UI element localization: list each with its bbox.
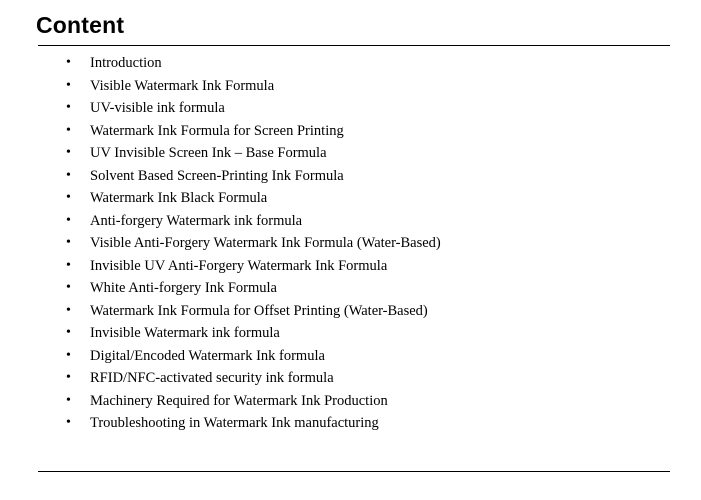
list-item — [0, 367, 701, 390]
list-item-label: Watermark Ink Formula for Offset Printing (Water-Based) — [90, 302, 428, 319]
bullet-icon: • — [66, 280, 71, 295]
bullet-icon: • — [66, 100, 71, 115]
bullet-icon: • — [66, 325, 71, 340]
list-item-label: Troubleshooting in Watermark Ink manufacturing — [90, 415, 379, 431]
list-item — [0, 232, 701, 255]
list-item-label: Digital/Encoded Watermark Ink formula — [90, 347, 325, 364]
list-item — [0, 345, 701, 368]
list-item-label: Anti-forgery Watermark ink formula — [90, 212, 303, 229]
title-divider — [38, 45, 670, 46]
list-item-label: Visible Anti-Forgery Watermark Ink Formula (Water-Based) — [90, 235, 441, 251]
list-item — [0, 52, 701, 75]
bullet-icon: • — [66, 212, 71, 228]
list-item-label: RFID/NFC-activated security ink formula — [90, 370, 334, 386]
list-item-label: Invisible UV Anti-Forgery Watermark Ink Formula — [90, 257, 388, 274]
list-item — [0, 187, 701, 210]
list-item-label: Visible Watermark Ink Formula — [90, 77, 275, 94]
bullet-icon: • — [66, 370, 71, 385]
list-item-label: Solvent Based Screen-Printing Ink Formula — [90, 167, 344, 184]
bullet-icon: • — [66, 415, 71, 430]
bullet-icon: • — [66, 77, 71, 93]
list-item-label: Watermark Ink Black Formula — [90, 190, 268, 206]
bullet-icon: • — [66, 235, 71, 250]
list-item-label: UV-visible ink formula — [90, 100, 225, 116]
list-item — [0, 412, 701, 435]
bullet-icon: • — [66, 145, 71, 160]
list-item — [0, 120, 701, 143]
list-item — [0, 142, 701, 165]
footer-divider — [38, 471, 670, 472]
list-item-label: Invisible Watermark ink formula — [90, 325, 280, 341]
list-item-label: UV Invisible Screen Ink – Base Formula — [90, 145, 327, 161]
bullet-icon: • — [66, 347, 71, 363]
list-item-label: Introduction — [90, 55, 162, 71]
content-list — [0, 38, 701, 435]
list-item — [0, 390, 701, 413]
bullet-icon: • — [66, 190, 71, 205]
list-item — [0, 255, 701, 278]
list-item — [0, 165, 701, 188]
list-item — [0, 322, 701, 345]
list-item — [0, 75, 701, 98]
list-item — [0, 210, 701, 233]
list-item — [0, 300, 701, 323]
bullet-icon: • — [66, 55, 71, 70]
bullet-icon: • — [66, 257, 71, 273]
bullet-icon: • — [66, 167, 71, 183]
list-item — [0, 277, 701, 300]
list-item-label: White Anti-forgery Ink Formula — [90, 280, 277, 296]
bullet-icon: • — [66, 392, 71, 408]
list-item-label: Machinery Required for Watermark Ink Production — [90, 392, 388, 409]
list-item — [0, 97, 701, 120]
list-item-label: Watermark Ink Formula for Screen Printing — [90, 122, 344, 139]
bullet-icon: • — [66, 302, 71, 318]
bullet-icon: • — [66, 122, 71, 138]
page-title: Content — [36, 12, 125, 38]
